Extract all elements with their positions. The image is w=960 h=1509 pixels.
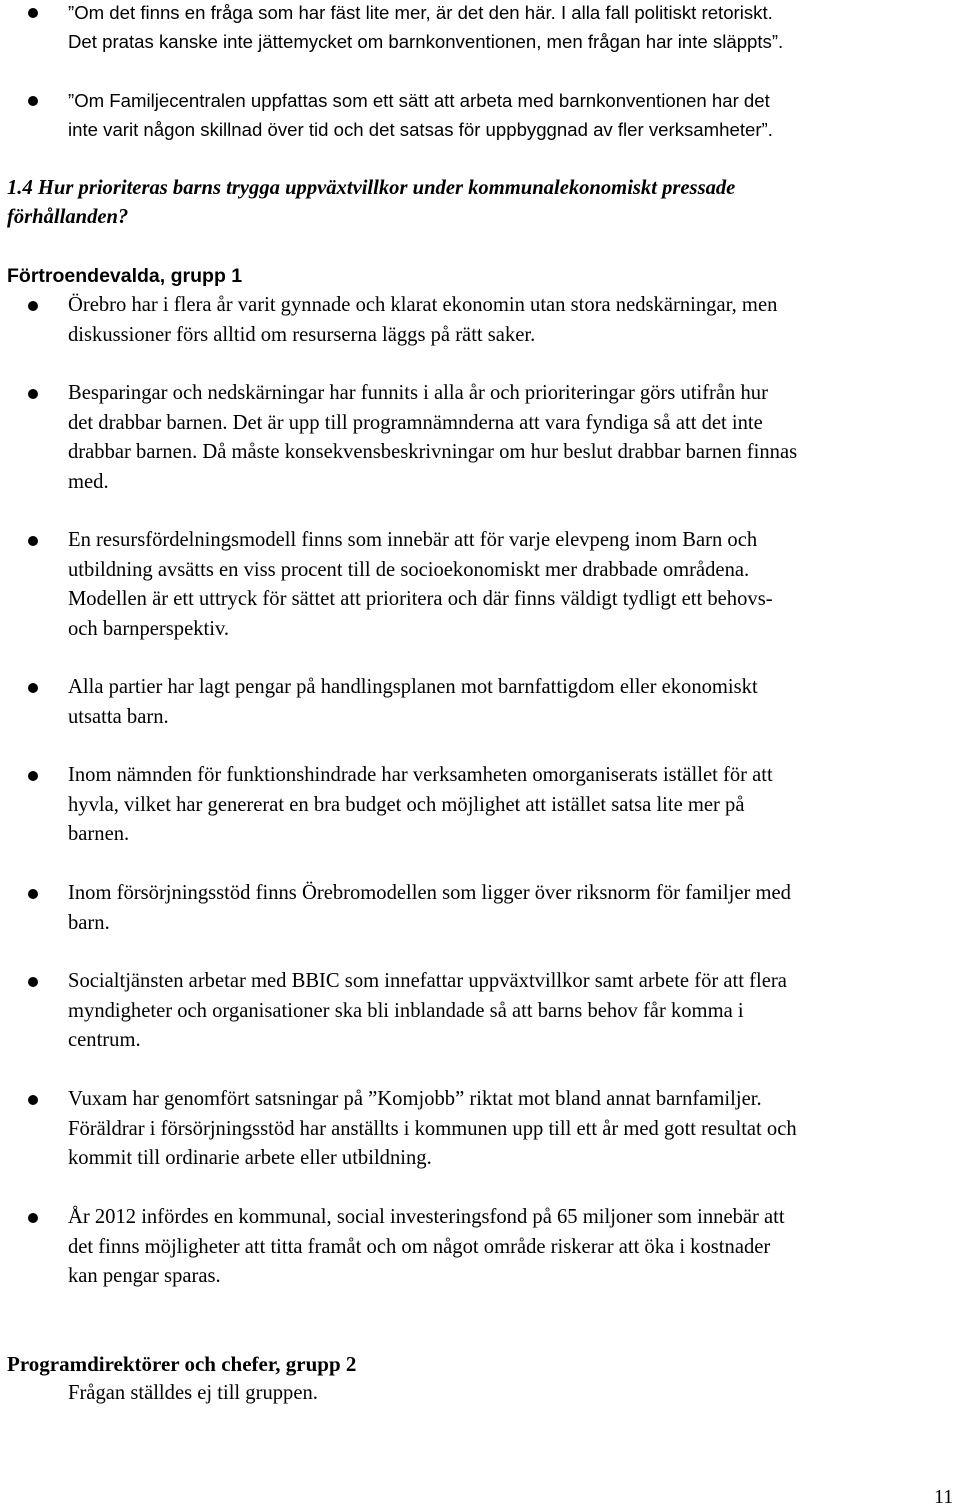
- bullet-icon: [28, 8, 38, 18]
- list-item-line: Modellen är ett uttryck för sättet att prioritera och där finns väldigt tydligt ett behovs-: [68, 588, 773, 610]
- group-1-item-4: [68, 673, 960, 732]
- quote-item-2-line-2: inte varit någon skillnad över tid och det satsas för uppbyggnad av fler verksamheter”.: [68, 119, 773, 140]
- bullet-icon: [28, 301, 38, 311]
- group-1-item-5: [68, 761, 960, 850]
- bullet-icon: [28, 1095, 38, 1105]
- list-item-line: och barnperspektiv.: [68, 617, 230, 640]
- group-2-text: Frågan ställdes ej till gruppen.: [68, 1382, 318, 1404]
- quote-item-2: [68, 86, 960, 144]
- list-item-line: kommit till ordinarie arbete eller utbildning.: [68, 1147, 432, 1169]
- list-item-line: Alla partier har lagt pengar på handlingsplanen mot barnfattigdom eller ekonomiskt: [68, 676, 758, 698]
- quote-item-1-line-2: Det pratas kanske inte jättemycket om barnkonventionen, men frågan har inte släppts”.: [68, 31, 784, 52]
- list-item-line: Inom nämnden för funktionshindrade har verksamheten omorganiserats istället för att: [68, 764, 773, 786]
- group-1-item-1: [68, 291, 960, 350]
- section-heading-line-2: förhållanden?: [7, 206, 129, 228]
- group-1-item-9: [68, 1203, 960, 1292]
- list-item-line: Örebro har i flera år varit gynnade och klarat ekonomin utan stora nedskärningar, men: [68, 294, 778, 316]
- group-1-item-8: [68, 1085, 960, 1174]
- quote-item-2-line-1: ”Om Familjecentralen uppfattas som ett sätt att arbeta med barnkonventionen har det: [68, 90, 770, 111]
- group-1-label: Förtroendevalda, grupp 1: [7, 265, 243, 287]
- list-item-line: En resursfördelningsmodell finns som innebär att för varje elevpeng inom Barn och: [68, 529, 758, 551]
- bullet-icon: [28, 889, 38, 899]
- quote-item-1-line-1: ”Om det finns en fråga som har fäst lite mer, är det den här. I alla fall politiskt retoriskt.: [68, 2, 773, 23]
- list-item-line: Socialtjänsten arbetar med BBIC som innefattar uppväxtvillkor samt arbete för att flera: [68, 970, 787, 992]
- list-item-line: Vuxam har genomfört satsningar på ”Komjobb” riktat mot bland annat barnfamiljer.: [68, 1088, 762, 1110]
- section-heading-line-1: 1.4 Hur prioriteras barns trygga uppväxtvillkor under kommunalekonomiskt pressade: [7, 177, 736, 199]
- group-1-item-7: [68, 967, 960, 1056]
- page-number: 11: [934, 1486, 954, 1508]
- list-item-line: Besparingar och nedskärningar har funnits i alla år och prioriteringar görs utifrån hur: [68, 382, 768, 404]
- list-item-line: kan pengar sparas.: [68, 1265, 221, 1287]
- list-item-line: Inom försörjningsstöd finns Örebromodellen som ligger över riksnorm för familjer med: [68, 882, 791, 904]
- group-1-item-6: [68, 879, 960, 938]
- list-item-line: det drabbar barnen. Det är upp till programnämnderna att vara fyndiga så att det inte: [68, 411, 763, 434]
- list-item-line: År 2012 infördes en kommunal, social investeringsfond på 65 miljoner som innebär att: [68, 1206, 785, 1228]
- bullet-icon: [28, 771, 38, 781]
- list-item-line: hyvla, vilket har genererat en bra budget och möjlighet att istället satsa lite mer på: [68, 793, 745, 816]
- section-heading: [7, 174, 957, 232]
- list-item-line: Föräldrar i försörjningsstöd har anställts i kommunen upp till ett år med gott resultat och: [68, 1117, 797, 1140]
- bullet-icon: [28, 683, 38, 693]
- list-item-line: barn.: [68, 911, 110, 934]
- list-item-line: utsatta barn.: [68, 705, 169, 728]
- list-item-line: drabbar barnen. Då måste konsekvensbeskrivningar om hur beslut drabbar barnen finnas: [68, 441, 798, 463]
- list-item-line: med.: [68, 470, 109, 493]
- group-1-item-3: [68, 526, 960, 644]
- list-item-line: diskussioner förs alltid om resurserna läggs på rätt saker.: [68, 323, 536, 346]
- list-item-line: barnen.: [68, 823, 130, 845]
- group-1-item-2: [68, 379, 960, 497]
- bullet-icon: [28, 536, 38, 546]
- list-item-line: centrum.: [68, 1029, 141, 1051]
- group-2-label: Programdirektörer och chefer, grupp 2: [7, 1352, 357, 1376]
- list-item-line: utbildning avsätts en viss procent till de socioekonomiskt mer drabbade områdena.: [68, 558, 750, 581]
- bullet-icon: [28, 96, 38, 106]
- bullet-icon: [28, 389, 38, 399]
- quote-item-1: [68, 0, 960, 56]
- bullet-icon: [28, 1213, 38, 1223]
- bullet-icon: [28, 977, 38, 987]
- list-item-line: det finns möjligheter att titta framåt och om något område riskerar att öka i kostnader: [68, 1235, 771, 1258]
- list-item-line: myndigheter och organisationer ska bli inblandade så att barns behov får komma i: [68, 999, 744, 1022]
